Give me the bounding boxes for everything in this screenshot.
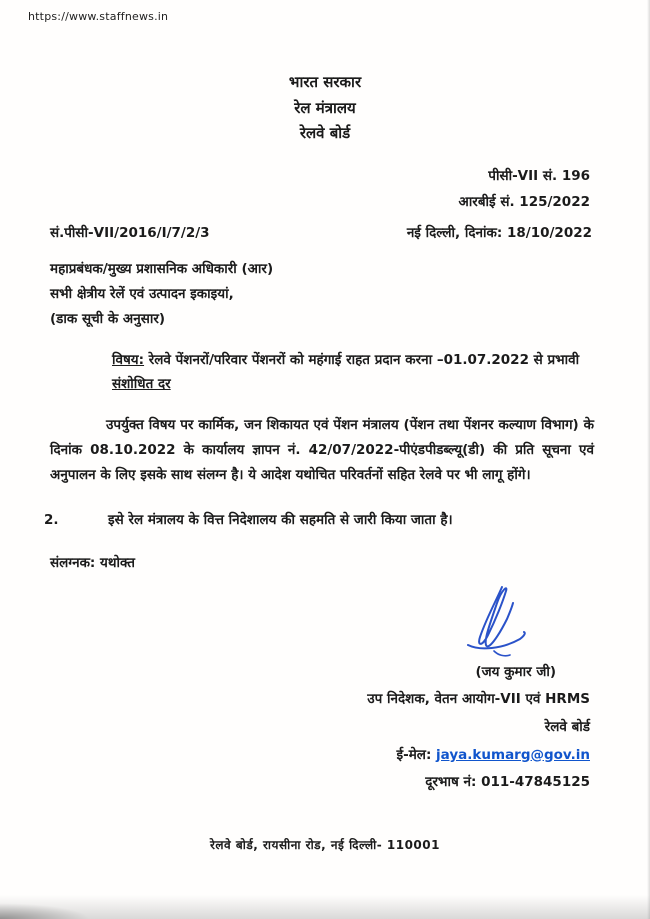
file-number: सं.पीसी-VII/2016/I/7/2/3 [50, 225, 210, 242]
body-paragraph-1: उपर्युक्त विषय पर कार्मिक, जन शिकायत एवं पेंशन मंत्रालय (पेंशन तथा पेंशनर कल्याण विभाग) के दिनांक 08.10.2022 के कार्यालय ज्ञापन नं. 42/07/2022-पीएंडपीडब्ल्यू(डी) की प्रति सूचना एवं अनुपालन के लिए इसके साथ संलग्न है। ये आदेश यथोचित परिवर्तनों सहित रेलवे पर भी लागू होंगे। [50, 416, 594, 483]
signatory-organisation: रेलवे बोर्ड [544, 718, 590, 735]
letterhead-govt: भारत सरकार [288, 73, 362, 91]
signatory-details [367, 659, 590, 797]
rbe-number: आरबीई सं. 125/2022 [458, 193, 590, 210]
pc-number: पीसी-VII सं. 196 [488, 167, 590, 184]
signature-block [0, 577, 650, 791]
paragraph-2-text: इसे रेल मंत्रालय के वित्त निदेशालय की सहमति से जारी किया जाता है। [108, 511, 453, 528]
subject-text-underlined: संशोधित दर [112, 376, 171, 393]
addressee-line-1: महाप्रबंधक/मुख्य प्रशासनिक अधिकारी (आर) [50, 261, 274, 278]
reference-numbers [0, 163, 590, 216]
file-number-row [50, 223, 592, 241]
signatory-name: (जय कुमार जी) [475, 663, 556, 680]
signatory-email-row [367, 742, 590, 770]
letterhead-ministry: रेल मंत्रालय [294, 98, 356, 117]
addressee-line-3: (डाक सूची के अनुसार) [50, 311, 166, 328]
watermark-url: https://www.staffnews.in [28, 10, 169, 23]
letterhead [0, 70, 650, 147]
place-and-date: नई दिल्ली, दिनांक: 18/10/2022 [406, 225, 592, 242]
letterhead-board: रेलवे बोर्ड [299, 124, 351, 142]
footer-address: रेलवे बोर्ड, रायसीना रोड, नई दिल्ली- 110001 [210, 838, 440, 852]
body-paragraph-2 [44, 508, 594, 533]
addressee-block [50, 257, 650, 332]
paragraph-number: 2. [44, 511, 59, 528]
subject-block [112, 348, 594, 397]
enclosure-note: संलग्नक: यथोक्त [50, 554, 135, 571]
subject-text: रेलवे पेंशनरों/परिवार पेंशनरों को महंगाई राहत प्रदान करना –01.07.2022 से प्रभावी [148, 352, 580, 369]
signatory-phone: दूरभाष नं: 011-47845125 [425, 774, 590, 791]
signatory-designation: उप निदेशक, वेतन आयोग-VII एवं HRMS [367, 691, 590, 708]
scan-corner-shadow [0, 903, 90, 919]
subject-label: विषय: [112, 352, 145, 369]
addressee-line-2: सभी क्षेत्रीय रेलें एवं उत्पादन इकाइयां, [50, 286, 234, 303]
email-link[interactable]: jaya.kumarg@gov.in [436, 746, 590, 763]
scan-bottom-shadow [0, 895, 650, 919]
handwritten-signature [450, 581, 546, 665]
email-label: ई-मेल: [396, 746, 437, 763]
